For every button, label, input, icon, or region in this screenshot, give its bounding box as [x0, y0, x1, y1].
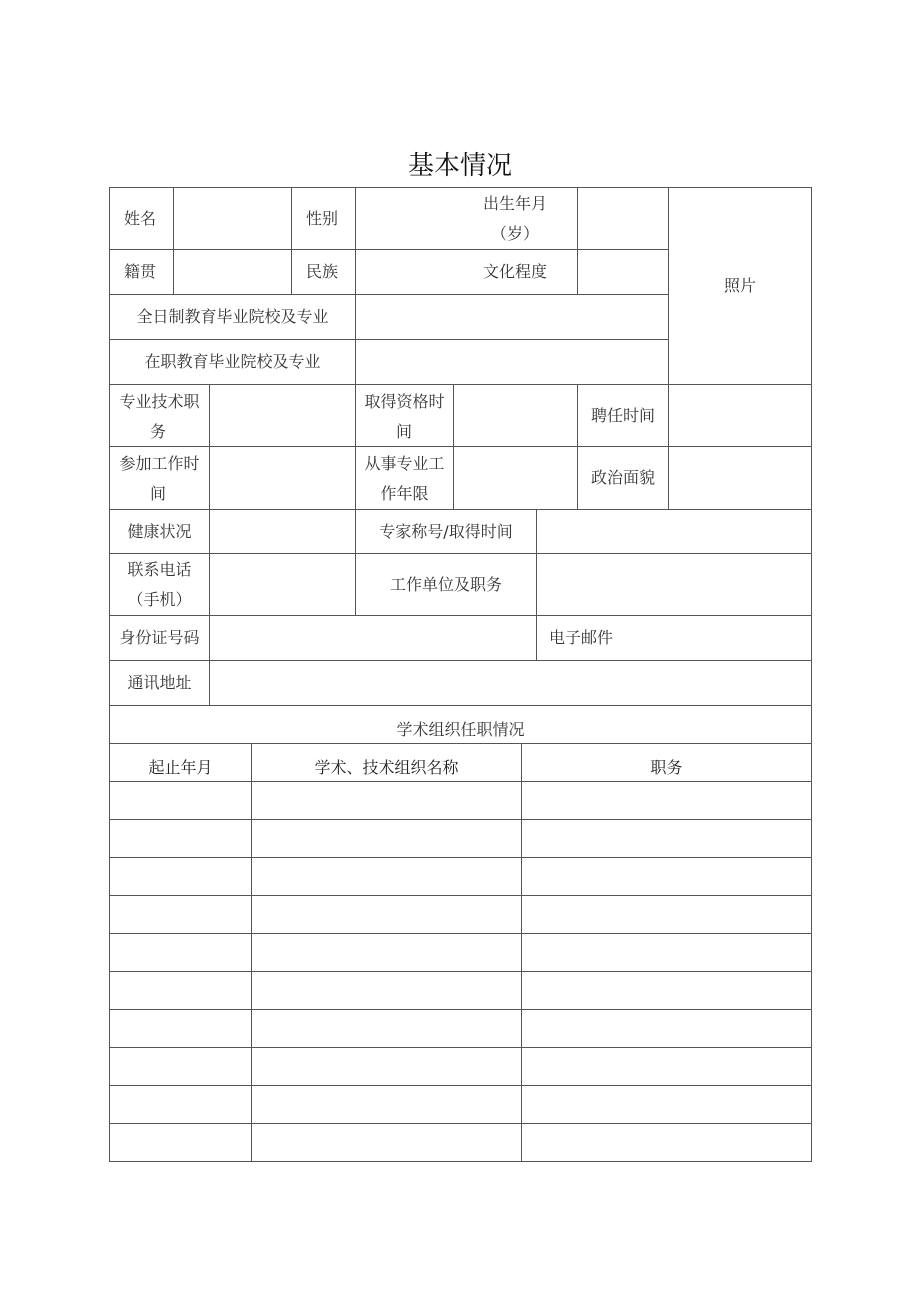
inservice-edu-field[interactable]: [356, 340, 668, 384]
fulltime-edu-field[interactable]: [356, 295, 668, 339]
col-header-period: 起止年月: [148, 758, 213, 777]
table-row[interactable]: [110, 858, 811, 895]
employer-field[interactable]: [537, 554, 811, 615]
gender-label: 性别: [306, 208, 339, 228]
political-status-field[interactable]: [669, 447, 811, 509]
ethnicity-label: 民族: [306, 262, 339, 281]
political-status-label: 政治面貌: [590, 468, 655, 487]
native-place-field[interactable]: [174, 250, 291, 294]
birth-date-label: 出生年月 （岁）: [482, 193, 547, 243]
email-field[interactable]: [670, 616, 811, 660]
col-header-organization: 学术、技术组织名称: [314, 758, 459, 777]
table-row[interactable]: [110, 820, 811, 857]
name-field[interactable]: [174, 188, 291, 249]
fulltime-edu-label: 全日制教育毕业院校及专业: [136, 307, 329, 326]
table-row[interactable]: [110, 782, 811, 819]
table-row[interactable]: [110, 1124, 811, 1161]
health-label: 健康状况: [127, 521, 192, 541]
education-field[interactable]: [578, 250, 668, 294]
id-number-field[interactable]: [210, 616, 536, 660]
employer-label: 工作单位及职务: [389, 574, 502, 594]
col-header-position: 职务: [650, 758, 683, 777]
page-title: 基本情况: [407, 151, 512, 181]
id-number-label: 身份证号码: [119, 628, 200, 647]
gender-field[interactable]: [356, 188, 466, 249]
table-row[interactable]: [110, 934, 811, 971]
work-years-label: 从事专业工 作年限: [364, 454, 445, 503]
expert-title-label: 专家称号/取得时间: [379, 521, 513, 541]
prof-title-field[interactable]: [210, 385, 355, 446]
table-row[interactable]: [110, 972, 811, 1009]
academic-section-title: 学术组织任职情况: [396, 720, 525, 739]
ethnicity-field[interactable]: [356, 250, 466, 294]
appointment-time-label: 聘任时间: [590, 405, 655, 425]
work-years-field[interactable]: [454, 447, 577, 509]
table-row[interactable]: [110, 896, 811, 933]
prof-title-label: 专业技术职 务: [119, 391, 200, 441]
address-label: 通讯地址: [127, 673, 192, 692]
native-place-label: 籍贯: [124, 262, 157, 281]
birth-date-field[interactable]: [578, 188, 668, 249]
work-start-label: 参加工作时 间: [119, 454, 200, 503]
table-row[interactable]: [110, 1086, 811, 1123]
health-field[interactable]: [210, 510, 355, 553]
inservice-edu-label: 在职教育毕业院校及专业: [144, 352, 321, 371]
expert-title-field[interactable]: [537, 510, 811, 553]
phone-label: 联系电话 （手机）: [127, 559, 192, 609]
address-field[interactable]: [210, 661, 811, 705]
qualification-time-label: 取得资格时 间: [364, 391, 445, 441]
table-row[interactable]: [110, 1048, 811, 1085]
name-label: 姓名: [124, 208, 157, 228]
work-start-field[interactable]: [210, 447, 355, 509]
email-label: 电子邮件: [549, 628, 614, 647]
photo-box[interactable]: 照片: [723, 276, 756, 295]
qualification-time-field[interactable]: [454, 385, 577, 446]
table-row[interactable]: [110, 1010, 811, 1047]
phone-field[interactable]: [210, 554, 355, 615]
appointment-time-field[interactable]: [669, 385, 811, 446]
education-label: 文化程度: [482, 262, 547, 281]
